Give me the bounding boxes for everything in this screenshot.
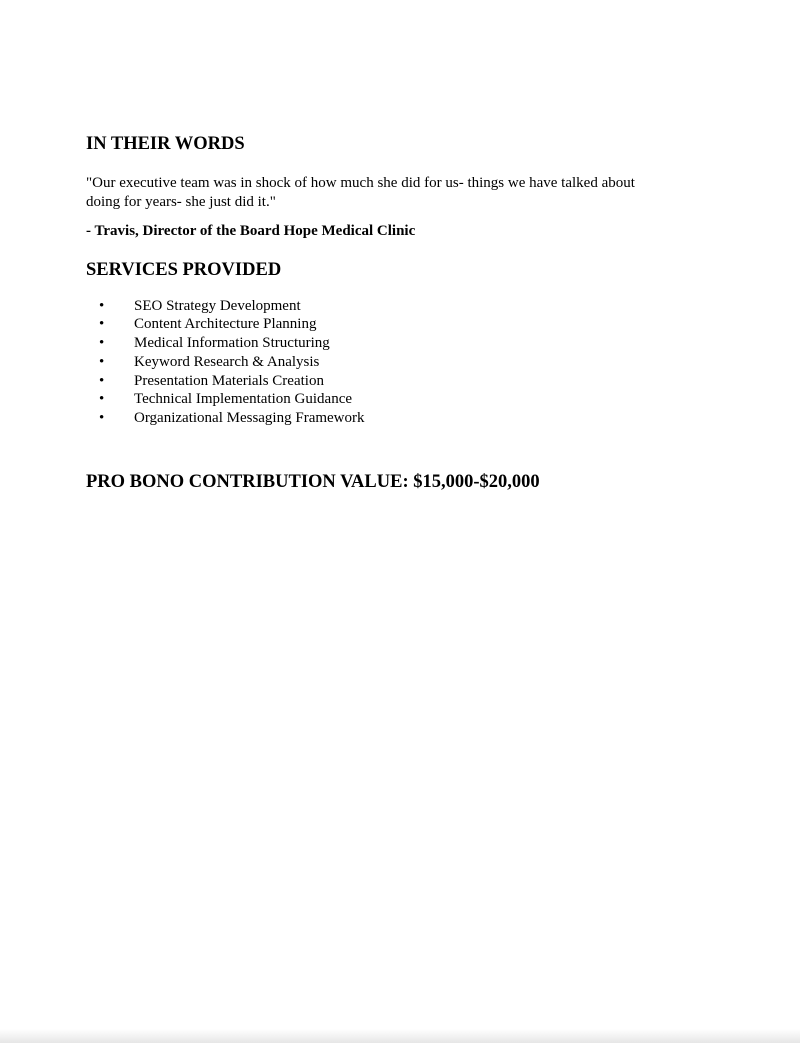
- list-item: [86, 297, 706, 316]
- service-label: Organizational Messaging Framework: [134, 410, 365, 427]
- list-item: [86, 409, 706, 428]
- service-label: Content Architecture Planning: [134, 316, 317, 333]
- bullet-icon: •: [99, 391, 105, 408]
- testimonial-quote: [86, 174, 706, 211]
- bullet-icon: •: [99, 316, 105, 333]
- quote-line-2: doing for years- she just did it.": [86, 193, 276, 210]
- services-list: [86, 297, 706, 429]
- bullet-icon: •: [99, 410, 105, 427]
- bullet-icon: •: [99, 297, 105, 314]
- list-item: [86, 353, 706, 372]
- bullet-icon: •: [99, 335, 105, 352]
- list-item: [86, 334, 706, 353]
- service-label: Technical Implementation Guidance: [134, 391, 353, 408]
- service-label: Presentation Materials Creation: [134, 372, 324, 389]
- service-label: Keyword Research & Analysis: [134, 353, 320, 370]
- service-label: SEO Strategy Development: [134, 297, 301, 314]
- bullet-icon: •: [99, 353, 105, 370]
- quote-line-1: "Our executive team was in shock of how much she did for us- things we have talked about: [86, 175, 635, 191]
- bullet-icon: •: [99, 372, 105, 389]
- list-item: [86, 390, 706, 409]
- service-label: Medical Information Structuring: [134, 335, 330, 352]
- contribution-value-heading: PRO BONO CONTRIBUTION VALUE: $15,000-$20,000: [86, 472, 540, 493]
- list-item: [86, 315, 706, 334]
- page-content: [86, 132, 706, 494]
- services-provided-heading: SERVICES PROVIDED: [86, 259, 282, 280]
- list-item: [86, 372, 706, 391]
- testimonial-attribution: - Travis, Director of the Board Hope Medical Clinic: [86, 223, 416, 239]
- in-their-words-heading: IN THEIR WORDS: [86, 134, 245, 154]
- page-bottom-shadow: [0, 1029, 800, 1043]
